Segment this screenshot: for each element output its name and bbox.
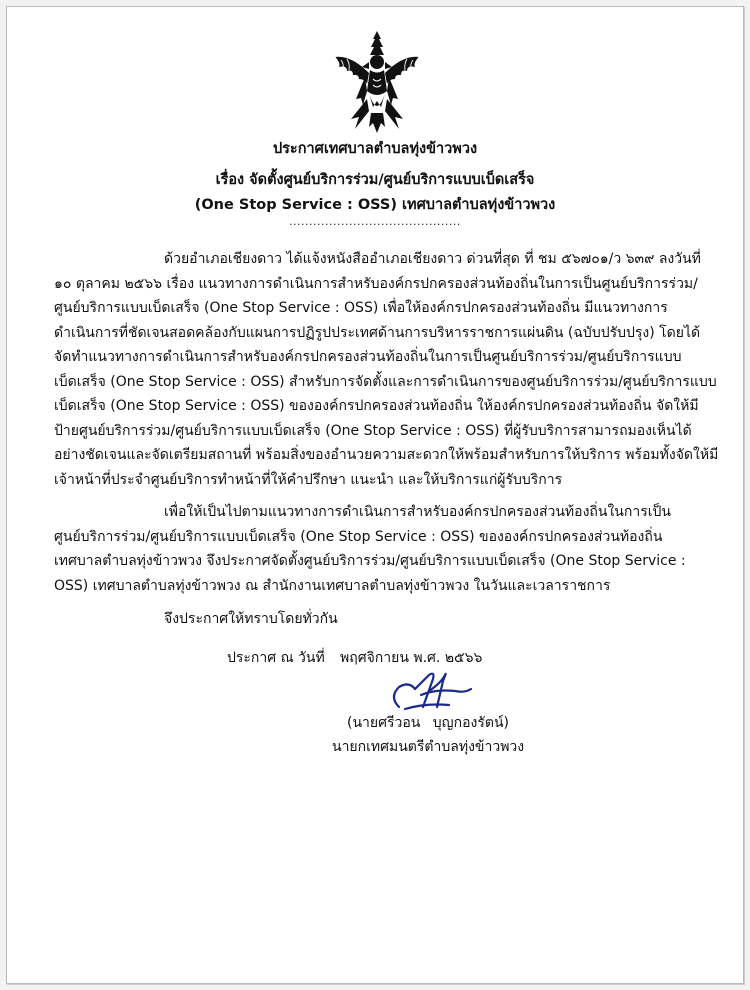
- announcement-closing: จึงประกาศให้ทราบโดยทั่วกัน: [164, 611, 338, 627]
- body-paragraph-1: [54, 247, 719, 492]
- paragraph-line: จัดทำแนวทางการดำเนินการสำหรับองค์กรปกครองส่วนท้องถิ่นในการเป็นศูนย์บริการร่วม/ศูนย์บริการแบบ: [54, 349, 682, 365]
- paragraph-line: ศูนย์บริการร่วม/ศูนย์บริการแบบเบ็ดเสร็จ (One Stop Service : OSS) ขององค์กรปกครองส่วนท้องถิ่น: [54, 528, 663, 545]
- date-label: ประกาศ ณ วันที่: [227, 650, 325, 666]
- paragraph-line: ดำเนินการที่ชัดเจนสอดคล้องกับแผนการปฏิรูปประเทศด้านการบริหารราชการแผ่นดิน (ฉบับปรับปรุง) โดยได้: [54, 324, 701, 341]
- paragraph-line: ศูนย์บริการแบบเบ็ดเสร็จ (One Stop Service : OSS) เพื่อให้องค์กรปกครองส่วนท้องถิ่น มีแนวทางการ: [54, 300, 668, 316]
- subject-line: เรื่อง จัดตั้งศูนย์บริการร่วม/ศูนย์บริการแบบเบ็ดเสร็จ: [215, 172, 535, 188]
- signer-name: (นายศรีวอน บุญกองรัตน์): [347, 715, 509, 731]
- paragraph-line: เบ็ดเสร็จ (One Stop Service : OSS) ขององค์กรปกครองส่วนท้องถิ่น ให้องค์กรปกครองส่วนท้องถิ่น จัดให้มี: [54, 398, 699, 414]
- document-page: [6, 6, 744, 984]
- signer-title: นายกเทศมนตรีตำบลทุ่งข้าวพวง: [332, 739, 525, 755]
- garuda-emblem-icon: [329, 29, 425, 135]
- subject-line-continued: (One Stop Service : OSS) เทศบาลตำบลทุ่งข้าวพวง: [194, 197, 556, 213]
- date-value: พฤศจิกายน พ.ศ. ๒๕๖๖: [340, 650, 483, 666]
- announcement-heading: ประกาศเทศบาลตำบลทุ่งข้าวพวง: [272, 141, 478, 157]
- paragraph-line: ด้วยอำเภอเชียงดาว ได้แจ้งหนังสืออำเภอเชียงดาว ด่วนที่สุด ที่ ชม ๕๖๗๐๑/ว ๖๓๙ ลงวันที่: [164, 251, 701, 267]
- handwritten-signature-icon: [385, 667, 477, 715]
- paragraph-line: เบ็ดเสร็จ (One Stop Service : OSS) สำหรับการจัดตั้งและการดำเนินการของศูนย์บริการร่วม/ศูนย์บริการแบบ: [54, 373, 717, 390]
- paragraph-line: ป้ายศูนย์บริการร่วม/ศูนย์บริการแบบเบ็ดเสร็จ (One Stop Service : OSS) ที่ผู้รับบริการสามารถมองเห็นได้: [54, 422, 692, 439]
- body-paragraph-2: [54, 500, 698, 598]
- paragraph-line: เทศบาลตำบลทุ่งข้าวพวง จึงประกาศจัดตั้งศูนย์บริการร่วม/ศูนย์บริการแบบเบ็ดเสร็จ (One Stop Service :: [54, 553, 686, 569]
- paragraph-line: เพื่อให้เป็นไปตามแนวทางการดำเนินการสำหรับองค์กรปกครองส่วนท้องถิ่นในการเป็น: [164, 504, 671, 520]
- paragraph-line: ๑๐ ตุลาคม ๒๕๖๖ เรื่อง แนวทางการดำเนินการสำหรับองค์กรปกครองส่วนท้องถิ่นในการเป็นศูนย์บริการร่วม/: [54, 275, 698, 292]
- header-separator: ...........................................: [289, 215, 461, 228]
- paragraph-line: อย่างชัดเจนและจัดเตรียมสถานที่ พร้อมสิ่งของอำนวยความสะดวกให้พร้อมสำหรับการให้บริการ พร้อมทั้งจัดให้มี: [54, 447, 719, 463]
- paragraph-line: OSS) เทศบาลตำบลทุ่งข้าวพวง ณ สำนักงานเทศบาลตำบลทุ่งข้าวพวง ในวันและเวลาราชการ: [54, 577, 611, 594]
- paragraph-line: เจ้าหน้าที่ประจำศูนย์บริการทำหน้าที่ให้คำปรึกษา แนะนำ และให้บริการแก่ผู้รับบริการ: [54, 471, 563, 488]
